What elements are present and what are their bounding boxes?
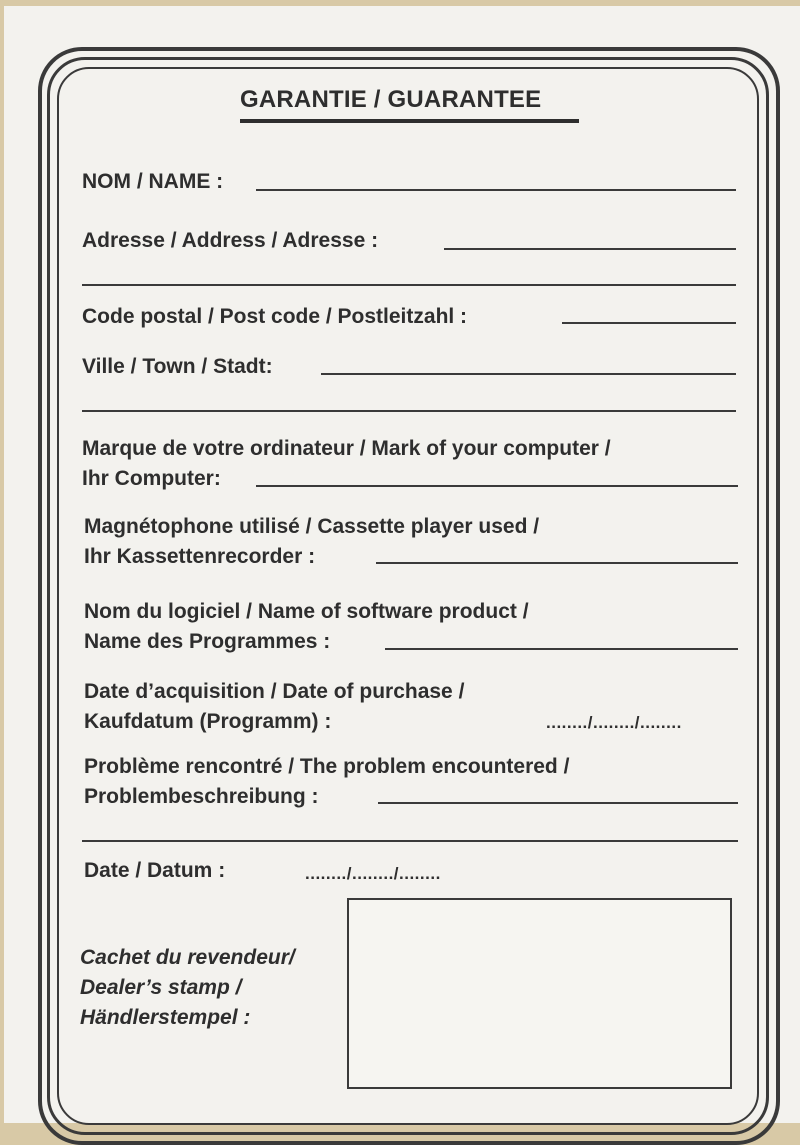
computer-label-line1: Marque de votre ordinateur / Mark of your computer / bbox=[82, 437, 611, 460]
stamp-label-line2: Dealer’s stamp / bbox=[80, 976, 242, 999]
stamp-label-line1: Cachet du revendeur/ bbox=[80, 946, 295, 969]
address-field[interactable] bbox=[444, 248, 736, 250]
problem-field[interactable] bbox=[378, 802, 738, 804]
cassette-label-line2: Ihr Kassettenrecorder : bbox=[84, 545, 316, 568]
town-field[interactable] bbox=[321, 373, 736, 375]
purchase-label-line1: Date d’acquisition / Date of purchase / bbox=[84, 680, 465, 703]
address-field-line2[interactable] bbox=[82, 284, 736, 286]
town-field-line2[interactable] bbox=[82, 410, 736, 412]
software-label-line2: Name des Programmes : bbox=[84, 630, 331, 653]
dealer-stamp-box[interactable] bbox=[347, 898, 732, 1089]
stamp-label-line3: Händlerstempel : bbox=[80, 1006, 251, 1029]
problem-label-line1: Problème rencontré / The problem encountered / bbox=[84, 755, 570, 778]
computer-field[interactable] bbox=[256, 485, 738, 487]
cassette-field[interactable] bbox=[376, 562, 738, 564]
software-label-line1: Nom du logiciel / Name of software product / bbox=[84, 600, 529, 623]
address-label: Adresse / Address / Adresse : bbox=[82, 229, 379, 252]
cassette-label-line1: Magnétophone utilisé / Cassette player used / bbox=[84, 515, 540, 538]
postcode-field[interactable] bbox=[562, 322, 736, 324]
date-field[interactable]: ......../......../........ bbox=[305, 864, 441, 883]
purchase-label-line2: Kaufdatum (Programm) : bbox=[84, 710, 332, 733]
name-label: NOM / NAME : bbox=[82, 170, 224, 193]
title-underline bbox=[240, 119, 579, 123]
name-field[interactable] bbox=[256, 189, 736, 191]
problem-field-line2[interactable] bbox=[82, 840, 738, 842]
town-label: Ville / Town / Stadt: bbox=[82, 355, 273, 378]
form-title: GARANTIE / GUARANTEE bbox=[240, 86, 542, 113]
problem-label-line2: Problembeschreibung : bbox=[84, 785, 319, 808]
postcode-label: Code postal / Post code / Postleitzahl : bbox=[82, 305, 468, 328]
date-label: Date / Datum : bbox=[84, 859, 226, 882]
purchase-date-field[interactable]: ......../......../........ bbox=[546, 713, 682, 732]
computer-label-line2: Ihr Computer: bbox=[82, 467, 221, 490]
software-field[interactable] bbox=[385, 648, 738, 650]
